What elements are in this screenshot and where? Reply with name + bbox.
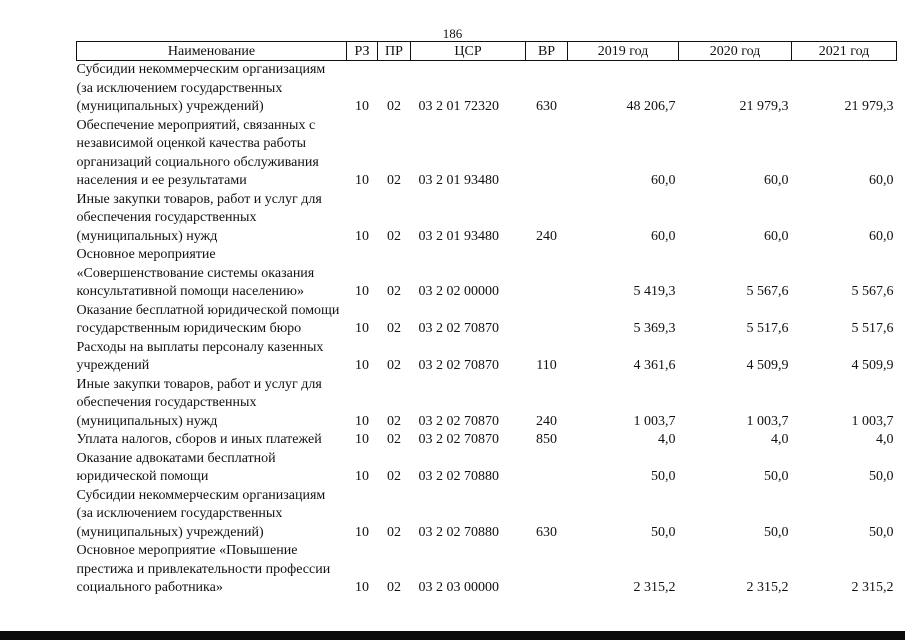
row-2019: 1 003,7 bbox=[633, 413, 676, 429]
scan-bottom-edge bbox=[0, 631, 905, 640]
table-row bbox=[77, 376, 897, 432]
row-2021: 21 979,3 bbox=[844, 99, 894, 114]
row-2019: 60,0 bbox=[651, 173, 676, 188]
row-pr: 02 bbox=[387, 321, 401, 336]
row-2021: 4 509,9 bbox=[851, 358, 894, 373]
row-2020: 4 509,9 bbox=[746, 358, 789, 373]
column-header-pr: ПР bbox=[378, 42, 411, 61]
row-pr: 02 bbox=[387, 228, 401, 244]
table-row bbox=[77, 431, 897, 450]
row-pr: 02 bbox=[387, 413, 401, 429]
table-row bbox=[77, 191, 897, 247]
row-pr: 02 bbox=[387, 432, 401, 447]
row-rz: 10 bbox=[355, 580, 369, 595]
row-pr: 02 bbox=[387, 580, 401, 595]
row-2020: 5 567,6 bbox=[746, 284, 789, 299]
row-2021: 50,0 bbox=[869, 524, 894, 540]
row-rz: 10 bbox=[355, 99, 369, 114]
row-rz: 10 bbox=[355, 432, 369, 447]
row-vr: 240 bbox=[536, 228, 557, 244]
row-2020: 2 315,2 bbox=[746, 580, 789, 595]
row-rz: 10 bbox=[355, 524, 369, 540]
table-row bbox=[77, 487, 897, 543]
row-csr: 03 2 02 00000 bbox=[418, 284, 499, 299]
row-csr: 03 2 02 70870 bbox=[418, 413, 499, 429]
row-rz: 10 bbox=[355, 413, 369, 429]
row-2019: 50,0 bbox=[651, 524, 676, 540]
row-2019: 50,0 bbox=[651, 469, 676, 484]
row-2020: 21 979,3 bbox=[739, 99, 789, 114]
row-name: Основное мероприятие «Совершенствование системы оказания консультативной помощи населению» bbox=[76, 247, 315, 299]
row-2021: 5 517,6 bbox=[851, 321, 894, 336]
column-header-2020: 2020 год bbox=[679, 42, 792, 61]
row-csr: 03 2 02 70870 bbox=[418, 321, 499, 336]
row-vr: 240 bbox=[536, 413, 557, 429]
budget-table bbox=[76, 41, 897, 598]
row-rz: 10 bbox=[355, 228, 369, 244]
row-csr: 03 2 02 70870 bbox=[418, 358, 499, 373]
table-row bbox=[77, 302, 897, 339]
row-2021: 60,0 bbox=[869, 228, 894, 244]
row-2020: 60,0 bbox=[764, 173, 789, 188]
row-vr: 630 bbox=[536, 99, 557, 114]
table-row bbox=[77, 542, 897, 598]
row-pr: 02 bbox=[387, 284, 401, 299]
row-2021: 50,0 bbox=[869, 469, 894, 484]
table-row bbox=[77, 117, 897, 191]
table-row bbox=[77, 61, 897, 117]
row-2020: 60,0 bbox=[764, 228, 789, 244]
row-vr bbox=[526, 246, 568, 302]
column-header-2019: 2019 год bbox=[568, 42, 679, 61]
row-vr bbox=[526, 542, 568, 598]
table-header-row bbox=[77, 42, 897, 61]
row-name: Иные закупки товаров, работ и услуг для обеспечения государственных (муниципальных) нужд bbox=[76, 376, 322, 429]
row-2019: 48 206,7 bbox=[626, 99, 676, 114]
row-vr bbox=[526, 302, 568, 339]
row-vr bbox=[526, 450, 568, 487]
row-2019: 4 361,6 bbox=[633, 358, 676, 373]
row-pr: 02 bbox=[387, 358, 401, 373]
column-header-name: Наименование bbox=[77, 42, 347, 61]
row-csr: 03 2 01 93480 bbox=[418, 173, 499, 188]
row-name: Уплата налогов, сборов и иных платежей bbox=[76, 432, 322, 447]
row-2020: 5 517,6 bbox=[746, 321, 789, 336]
row-2019: 2 315,2 bbox=[633, 580, 676, 595]
row-2021: 60,0 bbox=[869, 173, 894, 188]
row-2019: 5 369,3 bbox=[633, 321, 676, 336]
table-row bbox=[77, 246, 897, 302]
row-csr: 03 2 03 00000 bbox=[418, 580, 499, 595]
row-rz: 10 bbox=[355, 469, 369, 484]
row-csr: 03 2 02 70870 bbox=[418, 432, 499, 447]
column-header-2021: 2021 год bbox=[792, 42, 897, 61]
row-name: Основное мероприятие «Повышение престижа и привлекательности профессии социального работника» bbox=[76, 543, 331, 595]
row-pr: 02 bbox=[387, 173, 401, 188]
row-rz: 10 bbox=[355, 321, 369, 336]
row-2020: 1 003,7 bbox=[746, 413, 789, 429]
row-name: Оказание бесплатной юридической помощи государственным юридическим бюро bbox=[76, 302, 340, 336]
row-csr: 03 2 01 93480 bbox=[418, 228, 499, 244]
row-pr: 02 bbox=[387, 469, 401, 484]
row-name: Расходы на выплаты персоналу казенных учреждений bbox=[76, 339, 324, 373]
row-pr: 02 bbox=[387, 524, 401, 540]
table-row bbox=[77, 339, 897, 376]
row-2021: 1 003,7 bbox=[851, 413, 894, 429]
row-2021: 5 567,6 bbox=[851, 284, 894, 299]
row-csr: 03 2 02 70880 bbox=[418, 524, 499, 540]
table-row bbox=[77, 450, 897, 487]
column-header-rz: РЗ bbox=[347, 42, 378, 61]
row-2020: 50,0 bbox=[764, 524, 789, 540]
row-name: Субсидии некоммерческим организациям (за исключением государственных (муниципальных) учреждений) bbox=[76, 62, 326, 114]
row-vr: 110 bbox=[536, 358, 557, 373]
row-2021: 2 315,2 bbox=[851, 580, 894, 595]
row-2019: 60,0 bbox=[651, 228, 676, 244]
page-number: 186 bbox=[442, 26, 463, 41]
row-csr: 03 2 01 72320 bbox=[418, 99, 499, 114]
row-vr: 850 bbox=[536, 432, 557, 447]
row-2019: 5 419,3 bbox=[633, 284, 676, 299]
row-name: Иные закупки товаров, работ и услуг для обеспечения государственных (муниципальных) нужд bbox=[76, 191, 322, 244]
row-vr bbox=[526, 117, 568, 191]
row-name: Обеспечение мероприятий, связанных с независимой оценкой качества работы организаций социального обслуживания населения и ее результатами bbox=[76, 117, 319, 188]
row-2019: 4,0 bbox=[658, 432, 676, 447]
column-header-vr: ВР bbox=[526, 42, 568, 61]
row-pr: 02 bbox=[387, 99, 401, 114]
row-rz: 10 bbox=[355, 284, 369, 299]
row-name: Субсидии некоммерческим организациям (за исключением государственных (муниципальных) учреждений) bbox=[76, 487, 326, 540]
row-vr: 630 bbox=[536, 524, 557, 540]
row-rz: 10 bbox=[355, 173, 369, 188]
row-rz: 10 bbox=[355, 358, 369, 373]
row-2020: 4,0 bbox=[771, 432, 789, 447]
row-name: Оказание адвокатами бесплатной юридической помощи bbox=[76, 450, 276, 484]
row-2021: 4,0 bbox=[876, 432, 894, 447]
row-csr: 03 2 02 70880 bbox=[418, 469, 499, 484]
column-header-csr: ЦСР bbox=[411, 42, 526, 61]
row-2020: 50,0 bbox=[764, 469, 789, 484]
